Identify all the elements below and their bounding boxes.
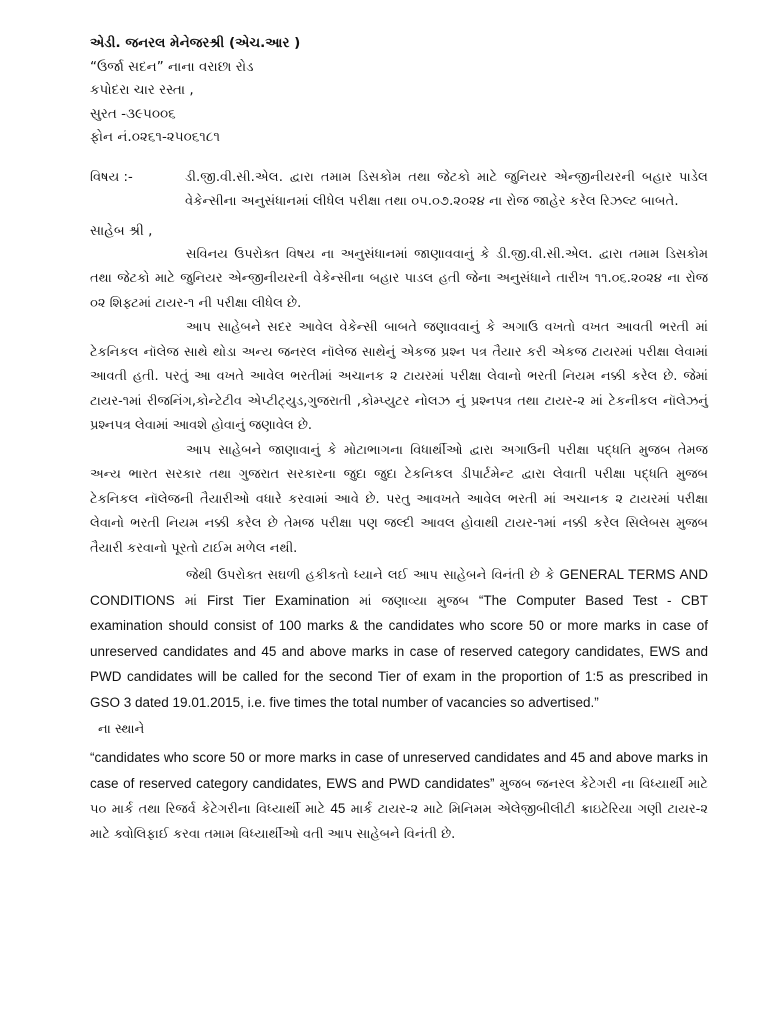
subject-block [90, 166, 708, 215]
request-intro: જેથી ઉપરોક્ત સઘળી હકીકતો ધ્યાને લઈ આપ સાહેબને વિનંતી છે કે [186, 568, 555, 583]
paragraph-2: આપ સાહેબને સદર આવેલ વેકેન્સી બાબતે જણાવવાનું કે અગાઉ વખતો વખત આવતી ભરતી માં ટેકનિકલ નૉલેજ સાથે થોડા અન્ય જનરલ નૉલેજ સાથેનું એકજ પ્રશ્ન પત્ર તૈયાર કરી એકજ ટાયરમાં પરીક્ષા લેવામાં આવતી હતી. પરતું આ વખતે આવેલ ભરતીમાં અચાનક ૨ ટાયરમાં પરીક્ષા લેવાનો ભરતી નિયમ નક્કી કરેલ છે. જેમાં ટાયર-૧માં રીજનિંગ,કોન્ટેટીવ એપ્ટીટ્યુડ,ગુજરાતી ,કોમ્પ્યુટર નોલઝ નું પ્રશ્નપત્ર તથા ટાયર-૨ માં ટેકનીકલ નૉલેઝનું પ્રશ્નપત્ર લેવામાં આવશે હોવાનું જણાવેલ છે. [90, 320, 708, 433]
closing-text-2: માર્ક ટાયર-૨ માટે મિનિમમ એલેજીબીલીટી ક્રાઇટેરિયા ગણી ટાયર-૨ માટે ક્વોલિફાઈ કરવા તમામ વિધ્યાર્થીઓ વતી આપ સાહેબને વિનંતી છે. [90, 802, 708, 842]
recipient-address [90, 32, 708, 150]
address-line-city: સુરત -૩૯૫૦૦૬ [90, 105, 176, 122]
paragraph-1: સવિનય ઉપરોક્ત વિષય ના અનુસંધાનમાં જાણાવવાનું કે ડી.જી.વી.સી.એલ. દ્વારા તમામ ડિસકોમ તથા જેટકો માટે જુનિયર એન્જીનીયરની વેકેન્સીના બહાર પાડલ હતી જેના અનુસંધાને તારીખ ૧૧.૦૬.૨૦૨૪ ના રોજ ૦૨ શિફ્ટમાં ટાયર-૧ ની પરીક્ષા લીધેલ છે. [90, 246, 708, 311]
request-paragraph [90, 563, 708, 716]
closing-text-1: મુજબ જનરલ કેટેગરી ના વિધ્યાર્થી માટે ૫૦ માર્ક તથા રિજર્વ કેટેગરીના વિધ્યાર્થી માટે [90, 776, 708, 817]
paragraph-3: આપ સાહેબને જાણાવાનું કે મોટાભાગના વિધાર્થીઓ દ્વારા અગાઉની પરીક્ષા પદ્ધતિ મુજબ તેમજ અન્ય ભારત સરકાર તથા ગુજરાત સરકારના જુદા જુદા ટેકનિકલ ડીપાર્ટમેન્ટ દ્વારા લેવાતી પરીક્ષા પદ્ધતિ મુજબ ટેકનિકલ નૉલેજની તૈયારીઓ વધારે કરવામાં આવે છે. પરતુ આવખતે આવેલ ભરતી માં અચાનક ૨ ટાયરમાં પરીક્ષા લેવાનો ભરતી નિયમ નક્કી કરેલ છે તેમજ પરીક્ષા પણ જલ્દી આવલ હોવાથી ટાયર-૧માં નક્કી કરેલ સિલેબસ મુજબ તૈયારી કરવાનો પૂરતો ટાઈમ મળેલ નથી. [90, 442, 708, 556]
first-tier-exam-label: First Tier Examination [207, 592, 350, 608]
closing-paragraph [90, 746, 708, 847]
instead-of-label: ના સ્થાને [98, 722, 145, 737]
address-line-phone: ફોન નં.૦૨૬૧-૨૫૦૬૧૮૧ [90, 129, 220, 145]
subject-text: ડી.જી.વી.સી.એલ. દ્વારા તમામ ડિસકોમ તથા જેટકો માટે જુનિયર એન્જીનીયરની બહાર પાડેલ વેકેન્સીના અનુસંધાનમાં લીધેલ પરીક્ષા તથા ૦૫.૦૭.૨૦૨૪ ના રોજ જાહેર કરેલ રિઝલ્ટ બાબતે. [185, 169, 708, 209]
quoted-rule-text: “The Computer Based Test - CBT examination should consist of 100 marks & the candidates who score 50 or more marks in case of unreserved candidates and 45 and above marks in case of reserved category candidates, EWS and PWD candidates will be called for the second Tier of exam in the proportion of 1:5 as prescribed in GSO 3 dated 19.01.2015, i.e. five times the total number of vacancies so advertised.” [90, 592, 709, 710]
general-terms-heading: GENERAL TERMS AND CONDITIONS [90, 567, 708, 608]
reserved-marks-value: 45 [330, 801, 346, 816]
address-line-building: “ઉર્જા સદન” નાના વરાછા રોડ [90, 58, 254, 75]
address-line-street: કપોદરા ચાર રસ્તા , [90, 82, 194, 98]
proposed-rule-quote: “candidates who score 50 or more marks in case of unreserved candidates and 45 and above marks in case of reserved category candidates, EWS and PWD candidates” [90, 750, 708, 791]
subject-label: વિષય :- [90, 169, 133, 185]
salutation: સાહેબ શ્રી , [90, 222, 153, 239]
request-connector-1: માં [184, 593, 198, 609]
request-connector-2: માં જણાવ્યા મુજબ [359, 593, 469, 609]
address-line-designation: એડી. જનરલ મેનેજરશ્રી (એચ.આર ) [90, 35, 301, 51]
